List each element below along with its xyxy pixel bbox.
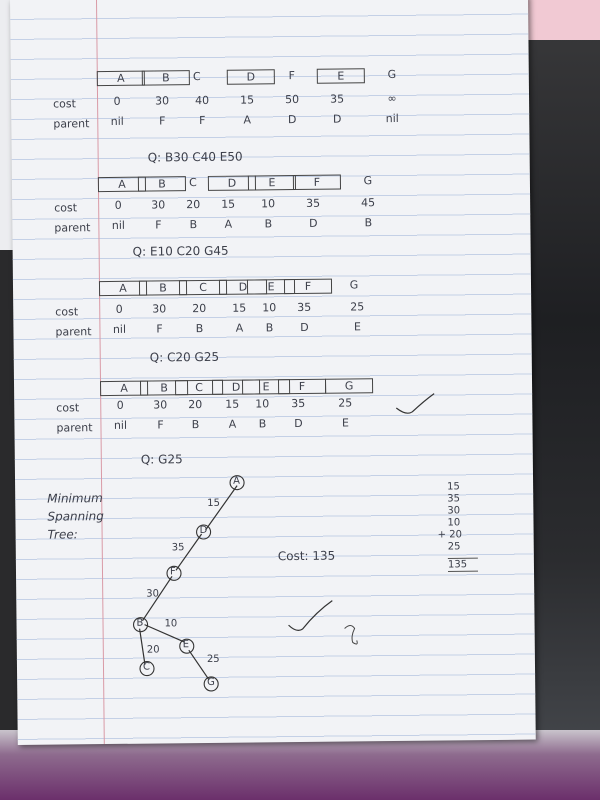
table-4-parent: E	[341, 416, 349, 430]
mst-edge-b-c	[140, 629, 145, 665]
table-3-parent: F	[156, 322, 163, 336]
table-2-header: G	[363, 174, 373, 188]
table-4-parent: B	[191, 418, 200, 432]
table-2-header: A	[98, 177, 146, 193]
table-3-cost: 0	[115, 302, 123, 316]
table-3-header: E	[247, 279, 295, 295]
table-1-parent: F	[159, 114, 166, 128]
mst-cost: Cost: 135	[277, 548, 336, 564]
table-2-parent: A	[224, 217, 233, 231]
table-4-cost-label: cost	[56, 401, 80, 415]
table-4-cost: 10	[255, 397, 270, 411]
table-2-parent: B	[189, 218, 198, 232]
table-4-parent: B	[258, 417, 267, 431]
table-3-cost: 10	[262, 301, 277, 315]
table-4-header: D	[212, 379, 260, 395]
sum-number: 10	[447, 517, 461, 529]
table-4-cost: 30	[153, 398, 168, 412]
table-1-parent: F	[199, 113, 206, 128]
table-2-parent: D	[309, 216, 318, 230]
table-3-header: B	[139, 280, 187, 296]
grade-squiggle-icon	[345, 625, 358, 644]
table-3-header: G	[349, 278, 359, 292]
table-1-cost: 30	[154, 94, 170, 108]
table-2-parent: F	[155, 218, 162, 232]
sum-number: 35	[447, 493, 461, 505]
table-1-header: C	[192, 70, 201, 84]
table-1-header: E	[317, 68, 365, 84]
table-4-header: A	[100, 381, 148, 397]
table-2-cost: 30	[151, 198, 166, 212]
table-2-cost: 0	[114, 198, 122, 212]
table-1-parent: nil	[110, 114, 124, 128]
table-1-header: D	[227, 69, 275, 85]
table-4-header: G	[325, 378, 373, 394]
table-2-cost: 35	[306, 196, 321, 210]
check-mark-icon	[396, 394, 434, 414]
table-3-header: F	[284, 279, 332, 295]
table-4-header: E	[242, 379, 290, 395]
table-1-header: G	[387, 67, 397, 82]
table-2-header: D	[208, 175, 256, 191]
table-1-parent: A	[243, 113, 252, 127]
table-4-header: B	[140, 380, 188, 396]
table-3-parent: B	[265, 321, 274, 335]
table-2-header: C	[189, 176, 197, 190]
table-4-parent: nil	[113, 418, 128, 432]
table-2-parent: B	[364, 216, 373, 230]
sum-result: 135	[447, 559, 468, 571]
table-4-parent: A	[228, 417, 237, 431]
sum-number: 15	[447, 481, 460, 493]
mst-node-label: E	[182, 639, 190, 651]
table-1-parent: nil	[385, 111, 399, 126]
table-2-cost-label: cost	[54, 201, 78, 215]
table-1-header: A	[97, 71, 145, 87]
table-3-parent: B	[195, 321, 204, 336]
table-1-header: B	[142, 70, 190, 86]
sheet-drawings	[10, 0, 536, 745]
table-1-cost-label: cost	[53, 97, 76, 111]
table-2-cost: 20	[186, 198, 201, 212]
table-3-cost: 20	[192, 301, 207, 316]
table-4-cost: 15	[225, 397, 240, 411]
table-4-parent-label: parent	[56, 421, 93, 435]
table-1-header: F	[288, 69, 296, 83]
table-1-cost: ∞	[387, 91, 397, 106]
table-3-parent: E	[353, 320, 361, 334]
table-2-cost: 45	[361, 196, 376, 210]
table-4-cost: 20	[188, 398, 203, 412]
mst-edge-weight: 15	[207, 497, 221, 509]
table-1-parent: D	[287, 113, 297, 127]
table-3-cost: 15	[232, 301, 247, 315]
mst-node-label: G	[207, 676, 215, 688]
table-3-cost-label: cost	[55, 305, 79, 319]
mst-node-label: D	[199, 524, 208, 537]
table-3-cost: 25	[350, 300, 365, 314]
table-1-cost: 40	[194, 93, 210, 108]
table-2-queue: Q: E10 C20 G45	[132, 243, 229, 259]
table-3-parent: nil	[112, 322, 127, 336]
table-1-queue: Q: B30 C40 E50	[147, 149, 243, 165]
table-3-header: C	[179, 280, 227, 296]
table-4-header: C	[175, 380, 223, 396]
table-4-cost: 25	[338, 396, 353, 410]
mst-edge-weight: 10	[164, 618, 178, 630]
sum-number: + 20	[437, 529, 462, 541]
mst-edge-weight: 20	[146, 644, 160, 656]
sum-number: 30	[447, 505, 461, 517]
table-2-parent: B	[264, 217, 273, 231]
mst-title: Minimum Spanning Tree:	[47, 491, 104, 542]
table-2-parent: nil	[111, 218, 125, 232]
mst-edge-weight: 25	[206, 653, 220, 665]
mst-edge-weight: 30	[146, 588, 160, 600]
table-2-cost: 15	[221, 197, 236, 211]
table-4-cost: 35	[291, 396, 306, 411]
table-4-queue: Q: G25	[140, 452, 183, 467]
table-3-parent: D	[300, 320, 309, 334]
table-3-queue: Q: C20 G25	[149, 349, 220, 365]
mst-node-label: A	[232, 475, 240, 487]
table-3-cost: 35	[297, 300, 312, 315]
table-1-parent-label: parent	[53, 117, 90, 131]
table-2-header: B	[138, 176, 186, 192]
table-2-header: E	[248, 175, 296, 191]
mst-node-label: C	[142, 661, 151, 673]
table-3-cost: 30	[152, 302, 167, 316]
table-4-header: F	[278, 379, 326, 395]
notebook-sheet	[10, 0, 536, 745]
table-1-cost: 50	[284, 92, 300, 107]
table-4-cost: 0	[116, 398, 124, 412]
sum-number: 25	[447, 541, 461, 553]
table-2-cost: 10	[261, 197, 276, 211]
table-3-header: A	[99, 281, 147, 297]
table-1-cost: 35	[329, 92, 345, 106]
table-4-parent: D	[294, 416, 303, 431]
table-1-cost: 15	[239, 93, 255, 107]
table-3-header: D	[219, 279, 267, 295]
check-mark-icon	[288, 601, 332, 631]
mst-node-label: F	[169, 566, 176, 578]
mst-edge-weight: 35	[171, 542, 185, 554]
table-2-parent-label: parent	[54, 221, 91, 235]
table-1-parent: D	[332, 112, 342, 126]
table-2-header: F	[293, 175, 341, 191]
table-1-cost: 0	[113, 94, 121, 108]
table-3-parent: A	[235, 321, 244, 335]
table-4-parent: F	[157, 418, 164, 432]
table-3-parent-label: parent	[55, 325, 92, 339]
mst-node-label: B	[136, 617, 144, 629]
